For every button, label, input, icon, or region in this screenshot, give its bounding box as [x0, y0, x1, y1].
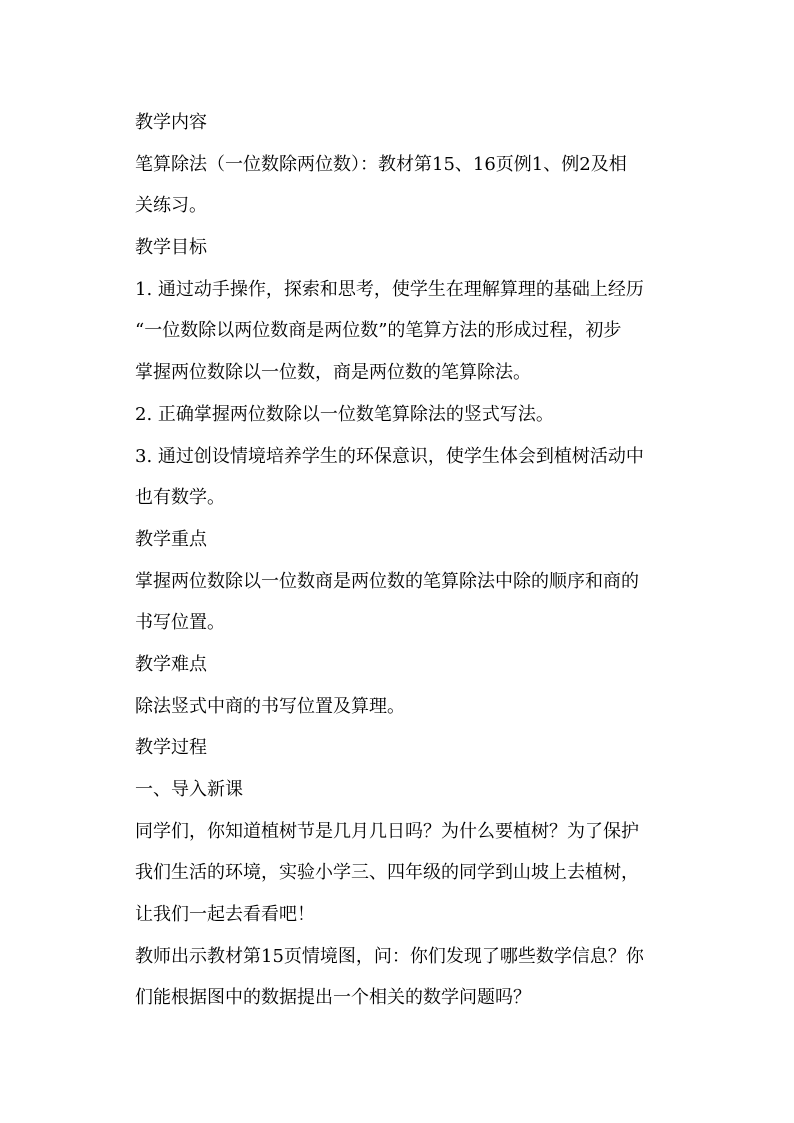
heading-difficulties: 教学难点	[135, 653, 207, 675]
paragraph-line: 笔算除法（一位数除两位数）：教材第15、16页例1、例2及相	[135, 153, 627, 175]
heading-teaching-goals: 教学目标	[135, 237, 207, 259]
document-body	[135, 102, 675, 1019]
heading-teaching-content: 教学内容	[135, 112, 207, 133]
paragraph-line: 掌握两位数除以一位数，商是两位数的笔算除法。	[135, 362, 531, 384]
paragraph-line: 1. 通过动手操作，探索和思考，使学生在理解算理的基础上经历	[135, 278, 644, 300]
paragraph-line: 2. 正确掌握两位数除以一位数笔算除法的竖式写法。	[135, 403, 554, 425]
heading-teaching-process: 教学过程	[135, 737, 207, 759]
paragraph-line: 我们生活的环境，实验小学三、四年级的同学到山坡上去植树，	[135, 862, 639, 884]
paragraph-line: 关练习。	[135, 195, 207, 217]
subheading-introduction: 一、导入新课	[135, 779, 243, 800]
paragraph-line: 也有数学。	[135, 487, 225, 509]
paragraph-line: 让我们一起去看看吧！	[135, 904, 315, 926]
paragraph-line: 同学们，你知道植树节是几月几日吗？为什么要植树？为了保护	[135, 820, 639, 842]
heading-key-points: 教学重点	[135, 528, 207, 550]
paragraph-line: 除法竖式中商的书写位置及算理。	[135, 695, 405, 717]
paragraph-line: “一位数除以两位数商是两位数”的笔算方法的形成过程，初步	[135, 320, 622, 342]
paragraph-line: 掌握两位数除以一位数商是两位数的笔算除法中除的顺序和商的	[135, 570, 639, 592]
paragraph-line: 3. 通过创设情境培养学生的环保意识，使学生体会到植树活动中	[135, 445, 644, 467]
paragraph-line: 书写位置。	[135, 612, 225, 634]
paragraph-line: 们能根据图中的数据提出一个相关的数学问题吗？	[135, 987, 531, 1009]
paragraph-line: 教师出示教材第15页情境图，问：你们发现了哪些数学信息？你	[135, 945, 644, 967]
